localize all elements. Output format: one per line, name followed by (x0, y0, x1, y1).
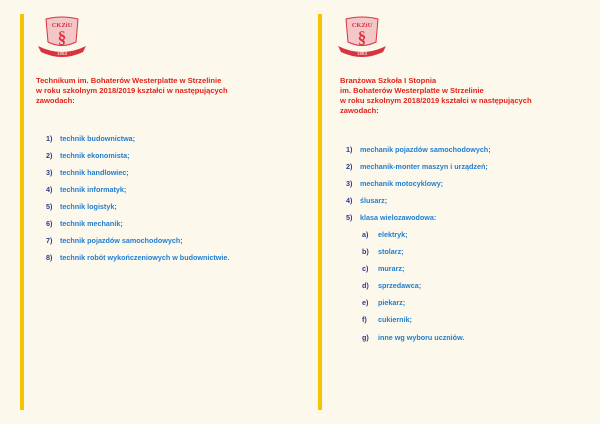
list-item-number: 3) (346, 179, 353, 188)
list-item (346, 162, 586, 179)
school-logo-right (336, 16, 388, 60)
sub-list-item (362, 247, 582, 264)
sub-list-item (362, 264, 582, 281)
sub-item-letter: c) (362, 264, 369, 274)
school-crest-icon (36, 16, 88, 60)
logo-bottom-text: 1963 (356, 51, 368, 56)
list-item-text: ślusarz; (360, 196, 388, 205)
list-item-number: 3) (46, 168, 53, 177)
list-item (346, 196, 586, 213)
list-item-text: klasa wielozawodowa: (360, 213, 437, 222)
sub-list-item (362, 281, 582, 298)
sub-item-letter: e) (362, 298, 369, 308)
svg-text:§: § (57, 28, 67, 47)
list-item (46, 185, 286, 202)
list-item (46, 168, 286, 185)
list-item (46, 236, 286, 253)
sub-list-item (362, 298, 582, 315)
sub-item-letter: d) (362, 281, 369, 291)
right-heading-line-1: Branżowa Szkoła I Stopnia (340, 76, 437, 85)
sub-item-letter: b) (362, 247, 369, 257)
list-item-text: mechanik pojazdów samochodowych; (360, 145, 491, 154)
list-item-text: mechanik motocyklowy; (360, 179, 444, 188)
right-heading-line-3: w roku szkolnym 2018/2019 kształci w następujących (340, 96, 532, 105)
list-item-text: technik budownictwa; (60, 134, 136, 143)
sub-item-text: cukiernik; (378, 315, 412, 325)
list-item-text: technik pojazdów samochodowych; (60, 236, 183, 245)
list-item-text: technik informatyk; (60, 185, 127, 194)
sub-item-letter: f) (362, 315, 367, 325)
list-item-number: 5) (346, 213, 353, 222)
list-item-number: 2) (346, 162, 353, 171)
sub-item-letter: g) (362, 332, 369, 342)
svg-text:§: § (357, 28, 367, 47)
sub-list-item (362, 230, 582, 247)
left-page-heading (36, 76, 228, 106)
left-page-professions-list (46, 134, 286, 270)
list-item (46, 253, 286, 270)
right-heading-line-4: zawodach: (340, 106, 379, 115)
list-item-text: technik mechanik; (60, 219, 123, 228)
left-page-yellow-bar (20, 14, 24, 410)
list-item (46, 202, 286, 219)
logo-bottom-text: 1963 (56, 51, 68, 56)
sub-list-item (362, 315, 582, 332)
list-item-text: mechanik-monter maszyn i urządzeń; (360, 162, 488, 171)
sub-item-text: elektryk; (378, 230, 408, 239)
list-item (346, 179, 586, 196)
list-item (346, 213, 586, 230)
list-item-text: technik handlowiec; (60, 168, 129, 177)
sub-item-text: piekarz; (378, 298, 406, 308)
left-heading-line-2: w roku szkolnym 2018/2019 kształci w następujących (36, 86, 228, 95)
list-item-number: 4) (46, 185, 53, 194)
sub-item-text: murarz; (378, 264, 405, 274)
list-item-number: 5) (46, 202, 53, 211)
right-page-yellow-bar (318, 14, 322, 410)
sub-list-item (362, 333, 582, 350)
list-item-text: technik robót wykończeniowych w budownictwie. (60, 253, 230, 262)
right-page-professions-list (346, 145, 586, 230)
list-item-number: 8) (46, 253, 53, 262)
list-item-text: technik ekonomista; (60, 151, 130, 160)
left-heading-line-1: Technikum im. Bohaterów Westerplatte w Strzelinie (36, 76, 222, 85)
list-item-number: 7) (46, 236, 53, 245)
list-item-text: technik logistyk; (60, 202, 117, 211)
logo-top-text: CKZiU (351, 22, 373, 29)
list-item (46, 151, 286, 168)
sub-item-letter: a) (362, 230, 369, 239)
list-item (346, 145, 586, 162)
logo-top-text: CKZiU (51, 22, 73, 29)
list-item (46, 134, 286, 151)
list-item-number: 6) (46, 219, 53, 228)
sub-item-text: stolarz; (378, 247, 404, 257)
school-crest-icon (336, 16, 388, 60)
list-item (46, 219, 286, 236)
list-item-number: 2) (46, 151, 53, 160)
right-page-heading (340, 76, 532, 116)
left-heading-line-3: zawodach: (36, 96, 75, 105)
sub-item-text: sprzedawca; (378, 281, 422, 291)
list-item-number: 1) (346, 145, 353, 154)
sub-item-text: inne wg wyboru uczniów. (378, 332, 465, 342)
list-item-number: 4) (346, 196, 353, 205)
list-item-number: 1) (46, 134, 53, 143)
right-page-sub-list (362, 230, 582, 350)
right-heading-line-2: im. Bohaterów Westerplatte w Strzelinie (340, 86, 484, 95)
school-logo-left (36, 16, 88, 60)
